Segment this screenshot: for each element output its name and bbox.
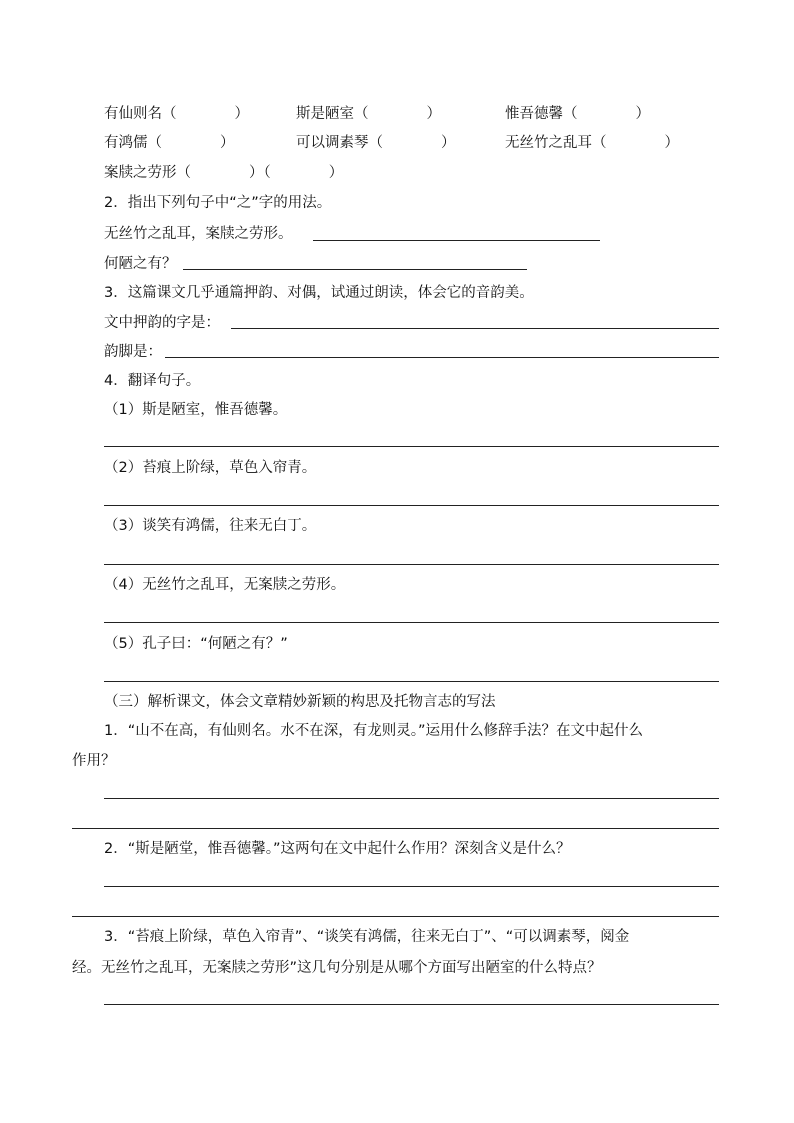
answer-line[interactable] [104, 564, 719, 565]
vocab-item: 有鸿儒（ ） [104, 135, 235, 151]
vocab-item: 案牍之劳形（ ）（ ） [104, 165, 344, 181]
question-label: 文中押韵的字是： [104, 315, 220, 331]
vocab-item: 惟吾德馨（ ） [505, 106, 650, 122]
answer-line[interactable] [231, 328, 719, 329]
vocab-item: 斯是陋室（ ） [296, 106, 441, 122]
translate-item: （4）无丝竹之乱耳，无案牍之劳形。 [104, 577, 346, 593]
answer-line[interactable] [104, 886, 719, 887]
answer-line[interactable] [104, 681, 719, 682]
question-prompt: 作用？ [72, 753, 116, 769]
question-prompt: 2．“斯是陋堂，惟吾德馨。”这两句在文中起什么作用？深刻含义是什么？ [104, 841, 571, 857]
answer-line[interactable] [104, 505, 719, 506]
question-prompt: 1．“山不在高，有仙则名。水不在深，有龙则灵。”运用什么修辞手法？在文中起什么 [104, 723, 643, 739]
question-sentence: 何陋之有？ [104, 256, 177, 272]
question-sentence: 无丝竹之乱耳，案牍之劳形。 [104, 226, 293, 242]
answer-line[interactable] [72, 828, 719, 829]
question-prompt: 4．翻译句子。 [104, 373, 201, 389]
answer-line[interactable] [165, 357, 719, 358]
question-prompt: 经。无丝竹之乱耳，无案牍之劳形”这几句分别是从哪个方面写出陋室的什么特点？ [72, 960, 602, 976]
answer-line[interactable] [104, 1004, 719, 1005]
answer-line[interactable] [104, 446, 719, 447]
vocab-item: 无丝竹之乱耳（ ） [505, 135, 679, 151]
question-prompt: 2．指出下列句子中“之”字的用法。 [104, 195, 332, 211]
translate-item: （5）孔子曰：“何陋之有？” [104, 636, 288, 652]
vocab-item: 可以调素琴（ ） [296, 135, 456, 151]
answer-line[interactable] [313, 240, 600, 241]
answer-line[interactable] [104, 798, 719, 799]
answer-line[interactable] [72, 916, 719, 917]
question-prompt: 3．“苔痕上阶绿，草色入帘青”、“谈笑有鸿儒，往来无白丁”、“可以调素琴，阅金 [104, 929, 630, 945]
question-prompt: 3．这篇课文几乎通篇押韵、对偶，试通过朗读，体会它的音韵美。 [104, 285, 534, 301]
answer-line[interactable] [183, 269, 527, 270]
translate-item: （2）苔痕上阶绿，草色入帘青。 [104, 460, 317, 476]
vocab-item: 有仙则名（ ） [104, 106, 249, 122]
answer-line[interactable] [104, 622, 719, 623]
translate-item: （3）谈笑有鸿儒，往来无白丁。 [104, 518, 317, 534]
translate-item: （1）斯是陋室，惟吾德馨。 [104, 402, 288, 418]
section-heading: （三）解析课文，体会文章精妙新颖的构思及托物言志的写法 [104, 694, 496, 710]
question-label: 韵脚是： [104, 344, 162, 360]
